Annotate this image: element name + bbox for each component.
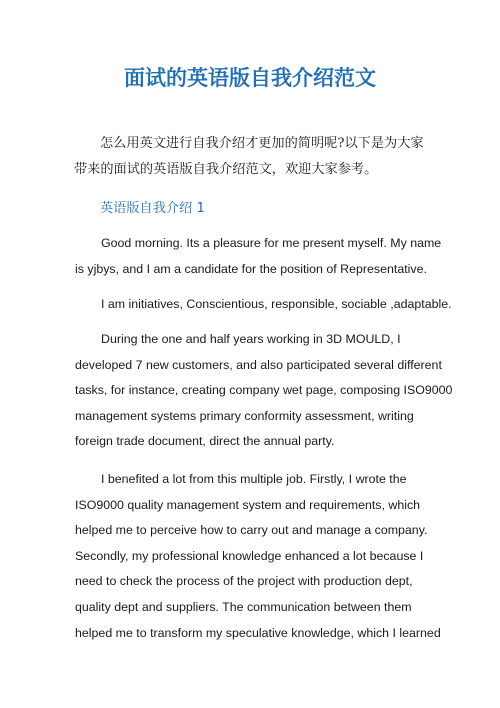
paragraph-traits: [75, 292, 452, 318]
paragraph-experience: [75, 327, 453, 455]
paragraph-line: I benefited a lot from this multiple job. Firstly, I wrote the: [101, 472, 407, 486]
paragraph-greeting: [75, 231, 442, 282]
paragraph-line: need to check the process of the project with production dept,: [75, 574, 413, 589]
section-heading: 英语版自我介绍 1: [100, 201, 205, 216]
paragraph-line: helped me to perceive how to carry out and manage a company.: [75, 523, 428, 538]
paragraph-line: management systems primary conformity assessment, writing: [75, 408, 414, 423]
paragraph-line: tasks, for instance, creating company wet page, composing ISO9000: [75, 383, 453, 398]
intro-paragraph: 怎么用英文进行自我介绍才更加的简明呢?以下是为大家带来的面试的英语版自我介绍范文，欢迎大家参考。: [74, 136, 424, 177]
paragraph-line: quality dept and suppliers. The communication between them: [75, 599, 412, 614]
paragraph-line: is yjbys, and I am a candidate for the position of Representative.: [75, 261, 427, 276]
paragraph-line: Secondly, my professional knowledge enhanced a lot because I: [75, 548, 424, 563]
paragraph-line: During the one and half years working in 3D MOULD, I: [101, 332, 401, 346]
paragraph-line: helped me to transform my speculative knowledge, which I learned: [75, 625, 441, 640]
paragraph-benefits: [75, 467, 441, 646]
document-title: 面试的英语版自我介绍范文: [124, 66, 376, 90]
paragraph-line: foreign trade document, direct the annual party.: [75, 434, 335, 449]
paragraph-line: developed 7 new customers, and also participated several different: [75, 357, 442, 372]
paragraph-line: I am initiatives, Conscientious, responsible, sociable ,adaptable.: [101, 297, 452, 311]
paragraph-line: ISO9000 quality management system and requirements, which: [75, 497, 421, 512]
paragraph-line: Good morning. Its a pleasure for me present myself. My name: [101, 236, 442, 250]
